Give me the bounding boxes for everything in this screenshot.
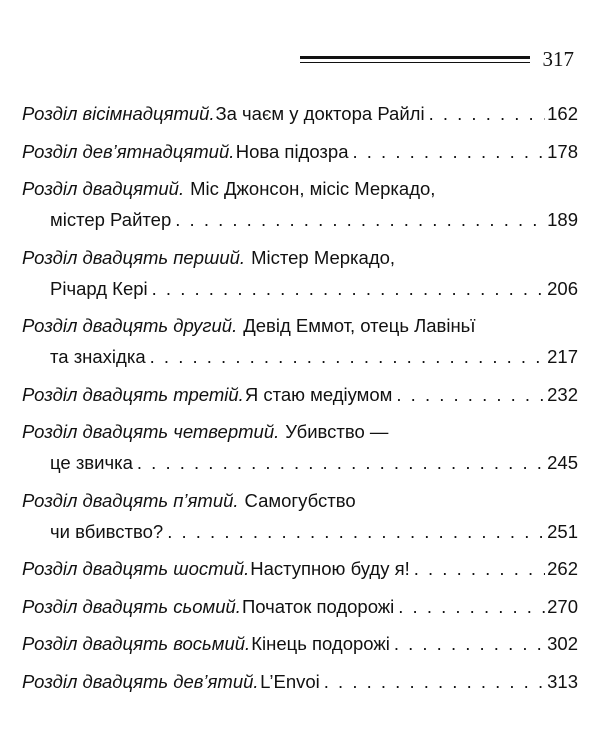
chapter-label: Розділ двадцять третій. (22, 383, 244, 405)
toc-entry-line (22, 628, 578, 659)
chapter-label: Розділ двадцять четвертий. (22, 421, 280, 442)
toc-entry-line (22, 98, 578, 129)
toc-entry-line (22, 273, 578, 304)
chapter-page-number: 251 (547, 520, 578, 542)
toc-entry-line (22, 204, 578, 235)
dot-leader (175, 204, 545, 235)
chapter-label: Розділ двадцять сьомий. (22, 595, 241, 617)
chapter-title: Міс Джонсон, місіс Меркадо, (190, 178, 436, 199)
dot-leader (429, 98, 546, 129)
page-header (300, 44, 580, 74)
toc-entry-line (22, 666, 578, 697)
chapter-label: Розділ двадцять другий. (22, 315, 238, 336)
page-number: 317 (542, 47, 574, 71)
toc-entry (22, 173, 578, 235)
toc-entry-line (22, 173, 578, 204)
toc-entry (22, 666, 578, 697)
toc-entry-line (22, 416, 578, 447)
chapter-page-number: 162 (547, 103, 578, 124)
table-of-contents (22, 98, 578, 703)
dot-leader (324, 666, 545, 697)
toc-entry-line (22, 341, 578, 372)
toc-entry-line (22, 553, 578, 584)
chapter-label: Розділ двадцятий. (22, 178, 185, 199)
chapter-page-number: 245 (547, 452, 578, 473)
toc-entry-line (22, 242, 578, 273)
chapter-title: Кінець подорожі (251, 633, 390, 654)
chapter-page-number: 178 (547, 140, 578, 162)
toc-entry-line (22, 447, 578, 478)
toc-entry (22, 416, 578, 478)
dot-leader (167, 516, 545, 547)
chapter-title: Початок подорожі (241, 595, 395, 617)
toc-entry (22, 485, 578, 547)
toc-entry (22, 136, 578, 167)
chapter-label: Розділ дев’ятнадцятий. (22, 140, 235, 162)
toc-entry (22, 591, 578, 622)
toc-entry-line (22, 591, 578, 622)
toc-entry-line (22, 485, 578, 516)
dot-leader (137, 447, 545, 478)
chapter-title: це звичка (50, 452, 133, 473)
chapter-title: L’Envoi (260, 670, 320, 692)
chapter-title: Девід Еммот, отець Лавіньї (243, 315, 476, 336)
chapter-title: Я стаю медіумом (244, 383, 393, 405)
chapter-page-number: 232 (547, 383, 578, 405)
chapter-label: Розділ двадцять шостий. (22, 558, 250, 579)
chapter-page-number: 189 (547, 209, 578, 230)
chapter-page-number: 270 (547, 595, 578, 617)
dot-leader (398, 591, 545, 622)
toc-entry-line (22, 136, 578, 167)
dot-leader (152, 273, 545, 304)
chapter-label: Розділ двадцять перший. (22, 246, 246, 268)
chapter-title: Нова підозра (235, 140, 349, 162)
chapter-page-number: 217 (547, 346, 578, 367)
chapter-page-number: 262 (547, 558, 578, 579)
dot-leader (414, 553, 545, 584)
toc-entry-line (22, 379, 578, 410)
chapter-title: Річард Кері (50, 277, 148, 299)
chapter-title: За чаєм у доктора Райлі (215, 103, 425, 124)
toc-entry (22, 628, 578, 659)
chapter-title: Наступною буду я! (250, 558, 410, 579)
chapter-title: Містер Меркадо, (251, 246, 396, 268)
toc-entry (22, 379, 578, 410)
chapter-label: Розділ двадцять п’ятий. (22, 489, 239, 511)
dot-leader (396, 379, 545, 410)
chapter-title: Убивство — (285, 421, 389, 442)
chapter-title: та знахідка (50, 346, 146, 367)
chapter-label: Розділ вісімнадцятий. (22, 103, 215, 124)
toc-entry (22, 553, 578, 584)
dot-leader (394, 628, 545, 659)
chapter-title: чи вбивство? (50, 520, 164, 542)
chapter-label: Розділ двадцять дев’ятий. (22, 670, 259, 692)
toc-entry (22, 310, 578, 372)
dot-leader (353, 136, 546, 167)
chapter-page-number: 313 (547, 670, 578, 692)
toc-entry-line (22, 516, 578, 547)
chapter-title: Самогубство (244, 489, 356, 511)
header-rule (300, 56, 530, 63)
chapter-page-number: 302 (547, 633, 578, 654)
toc-entry-line (22, 310, 578, 341)
toc-entry (22, 242, 578, 304)
dot-leader (150, 341, 545, 372)
chapter-page-number: 206 (547, 277, 578, 299)
toc-entry (22, 98, 578, 129)
chapter-label: Розділ двадцять восьмий. (22, 633, 251, 654)
chapter-title: містер Райтер (50, 209, 172, 230)
